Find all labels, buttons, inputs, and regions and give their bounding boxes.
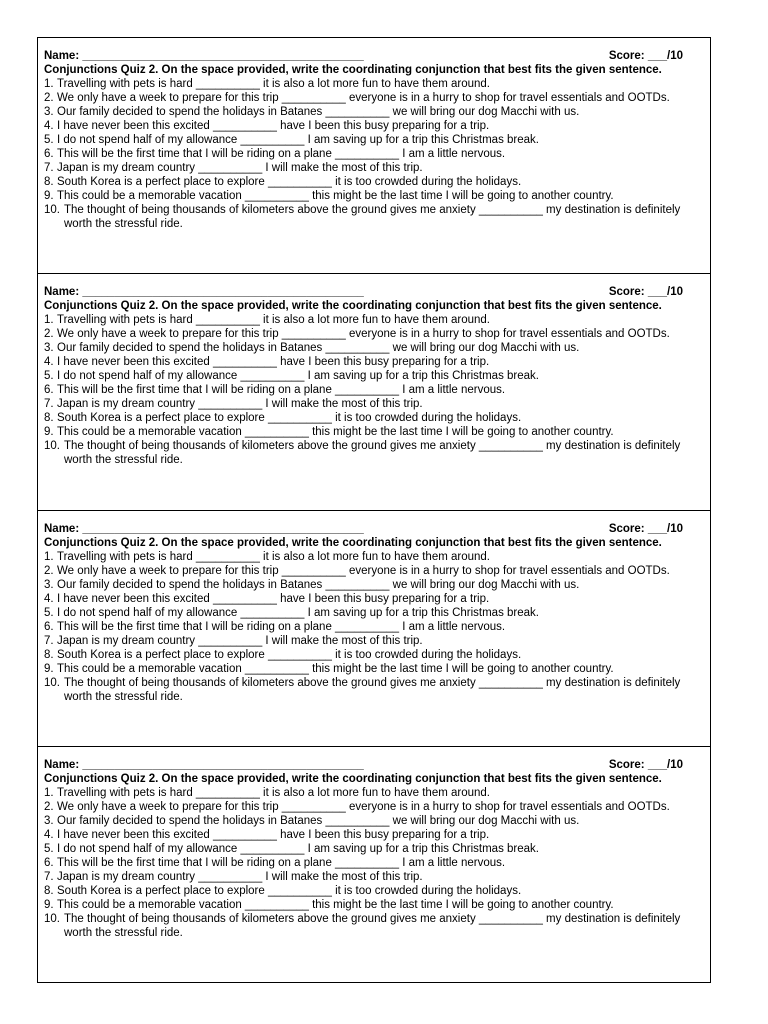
quiz-copy xyxy=(38,747,710,982)
question-item xyxy=(44,648,702,662)
question-item xyxy=(44,898,702,912)
question-item xyxy=(44,634,702,648)
question-item xyxy=(44,842,702,856)
question-item xyxy=(44,341,702,355)
question-item xyxy=(44,327,702,341)
question-number: 10. xyxy=(44,676,60,689)
question-item xyxy=(44,369,702,383)
question-number: 1. xyxy=(44,78,54,90)
question-text: Travelling with pets is hard __________ it is also a lot more fun to have them around. xyxy=(57,314,490,327)
question-text: South Korea is a perfect place to explore __________ it is too crowded during the holidays. xyxy=(57,648,522,661)
score-label: Score: ___/10 xyxy=(608,758,683,771)
question-number: 3. xyxy=(44,342,54,355)
question-item xyxy=(44,912,702,940)
name-label: Name: ____________________________________________ xyxy=(44,758,364,771)
question-text: Japan is my dream country __________ I will make the most of this trip. xyxy=(57,398,423,411)
question-text: South Korea is a perfect place to explore __________ it is too crowded during the holidays. xyxy=(57,884,522,897)
question-text: I have never been this excited __________ have I been this busy preparing for a trip. xyxy=(57,356,490,369)
question-text: Travelling with pets is hard __________ it is also a lot more fun to have them around. xyxy=(57,786,490,799)
question-text: We only have a week to prepare for this trip __________ everyone is in a hurry to shop for travel essentials and OOTDs. xyxy=(57,800,670,813)
question-text: The thought of being thousands of kilometers above the ground gives me anxiety __________ my destination is definitely worth the stressful ride. xyxy=(64,440,681,467)
question-number: 8. xyxy=(44,176,54,188)
question-number: 3. xyxy=(44,814,54,827)
question-item xyxy=(44,189,702,203)
question-text: I have never been this excited __________ have I been this busy preparing for a trip. xyxy=(57,828,490,841)
quiz-sheet xyxy=(37,37,711,983)
name-label: Name: ____________________________________________ xyxy=(44,522,364,535)
question-item xyxy=(44,786,702,800)
question-number: 2. xyxy=(44,564,54,577)
question-number: 7. xyxy=(44,162,54,174)
question-item xyxy=(44,147,702,161)
question-text: South Korea is a perfect place to explore __________ it is too crowded during the holidays. xyxy=(57,176,522,188)
quiz-header-row xyxy=(44,49,702,63)
question-number: 1. xyxy=(44,550,54,563)
question-text: I do not spend half of my allowance __________ I am saving up for a trip this Christmas break. xyxy=(57,134,539,146)
question-text: I do not spend half of my allowance __________ I am saving up for a trip this Christmas break. xyxy=(57,370,539,383)
question-number: 5. xyxy=(44,370,54,383)
question-text: I have never been this excited __________ have I been this busy preparing for a trip. xyxy=(57,592,490,605)
question-item xyxy=(44,425,702,439)
question-number: 1. xyxy=(44,314,54,327)
question-text: The thought of being thousands of kilometers above the ground gives me anxiety __________ my destination is definitely worth the stressful ride. xyxy=(64,204,681,230)
question-item xyxy=(44,676,702,704)
question-number: 9. xyxy=(44,898,54,911)
question-text: Our family decided to spend the holidays in Batanes __________ we will bring our dog Macchi with us. xyxy=(57,342,580,355)
question-item xyxy=(44,175,702,189)
question-number: 2. xyxy=(44,800,54,813)
question-number: 6. xyxy=(44,856,54,869)
name-label: Name: ____________________________________________ xyxy=(44,286,364,299)
question-item xyxy=(44,355,702,369)
question-text: This will be the first time that I will be riding on a plane __________ I am a little nervous. xyxy=(57,620,506,633)
question-item xyxy=(44,662,702,676)
question-item xyxy=(44,564,702,578)
quiz-instruction: Conjunctions Quiz 2. On the space provided, write the coordinating conjunction that best fits the given sentence. xyxy=(44,772,662,785)
question-text: Japan is my dream country __________ I will make the most of this trip. xyxy=(57,870,423,883)
question-text: Our family decided to spend the holidays in Batanes __________ we will bring our dog Macchi with us. xyxy=(57,578,580,591)
question-text: Japan is my dream country __________ I will make the most of this trip. xyxy=(57,162,423,174)
question-item xyxy=(44,383,702,397)
question-number: 8. xyxy=(44,648,54,661)
question-text: South Korea is a perfect place to explore __________ it is too crowded during the holidays. xyxy=(57,412,522,425)
quiz-instruction: Conjunctions Quiz 2. On the space provided, write the coordinating conjunction that best fits the given sentence. xyxy=(44,536,662,549)
question-item xyxy=(44,828,702,842)
quiz-copy xyxy=(38,38,710,274)
question-item xyxy=(44,800,702,814)
question-text: Our family decided to spend the holidays in Batanes __________ we will bring our dog Macchi with us. xyxy=(57,106,580,118)
quiz-header-row xyxy=(44,285,702,299)
question-text: We only have a week to prepare for this trip __________ everyone is in a hurry to shop for travel essentials and OOTDs. xyxy=(57,564,670,577)
question-item xyxy=(44,870,702,884)
question-number: 7. xyxy=(44,870,54,883)
question-number: 4. xyxy=(44,592,54,605)
question-text: We only have a week to prepare for this trip __________ everyone is in a hurry to shop for travel essentials and OOTDs. xyxy=(57,92,670,104)
question-item xyxy=(44,203,702,231)
question-number: 7. xyxy=(44,398,54,411)
question-text: This could be a memorable vacation __________ this might be the last time I will be going to another country. xyxy=(57,898,614,911)
question-number: 8. xyxy=(44,884,54,897)
question-item xyxy=(44,161,702,175)
question-item xyxy=(44,550,702,564)
question-item xyxy=(44,133,702,147)
quiz-copy xyxy=(38,511,710,747)
question-number: 10. xyxy=(44,912,60,925)
question-item xyxy=(44,411,702,425)
question-item xyxy=(44,313,702,327)
score-label: Score: ___/10 xyxy=(608,286,683,299)
question-item xyxy=(44,856,702,870)
question-text: This will be the first time that I will be riding on a plane __________ I am a little nervous. xyxy=(57,856,506,869)
question-item xyxy=(44,91,702,105)
question-text: Travelling with pets is hard __________ it is also a lot more fun to have them around. xyxy=(57,78,490,90)
question-text: This could be a memorable vacation __________ this might be the last time I will be going to another country. xyxy=(57,662,614,675)
question-number: 9. xyxy=(44,190,54,202)
question-text: This will be the first time that I will be riding on a plane __________ I am a little nervous. xyxy=(57,148,506,160)
quiz-instruction: Conjunctions Quiz 2. On the space provided, write the coordinating conjunction that best fits the given sentence. xyxy=(44,300,662,313)
quiz-header-row xyxy=(44,522,702,536)
question-item xyxy=(44,105,702,119)
question-text: The thought of being thousands of kilometers above the ground gives me anxiety __________ my destination is definitely worth the stressful ride. xyxy=(64,676,681,703)
question-item xyxy=(44,884,702,898)
question-number: 6. xyxy=(44,148,54,160)
question-text: I do not spend half of my allowance __________ I am saving up for a trip this Christmas break. xyxy=(57,606,539,619)
question-number: 4. xyxy=(44,828,54,841)
quiz-instruction: Conjunctions Quiz 2. On the space provided, write the coordinating conjunction that best fits the given sentence. xyxy=(44,64,662,76)
question-number: 4. xyxy=(44,120,54,132)
question-number: 5. xyxy=(44,842,54,855)
name-label: Name: ____________________________________________ xyxy=(44,50,364,62)
question-item xyxy=(44,578,702,592)
question-text: This could be a memorable vacation __________ this might be the last time I will be going to another country. xyxy=(57,190,614,202)
question-item xyxy=(44,397,702,411)
question-text: The thought of being thousands of kilometers above the ground gives me anxiety __________ my destination is definitely worth the stressful ride. xyxy=(64,912,681,939)
question-number: 8. xyxy=(44,412,54,425)
score-label: Score: ___/10 xyxy=(608,522,683,535)
question-number: 1. xyxy=(44,786,54,799)
question-text: This could be a memorable vacation __________ this might be the last time I will be going to another country. xyxy=(57,426,614,439)
question-number: 5. xyxy=(44,134,54,146)
question-number: 10. xyxy=(44,440,60,453)
question-number: 9. xyxy=(44,662,54,675)
quiz-header-row xyxy=(44,758,702,772)
question-item xyxy=(44,606,702,620)
question-text: I have never been this excited __________ have I been this busy preparing for a trip. xyxy=(57,120,490,132)
question-number: 6. xyxy=(44,384,54,397)
question-text: We only have a week to prepare for this trip __________ everyone is in a hurry to shop for travel essentials and OOTDs. xyxy=(57,328,670,341)
question-item xyxy=(44,119,702,133)
question-number: 3. xyxy=(44,578,54,591)
question-text: Travelling with pets is hard __________ it is also a lot more fun to have them around. xyxy=(57,550,490,563)
question-text: Our family decided to spend the holidays in Batanes __________ we will bring our dog Macchi with us. xyxy=(57,814,580,827)
question-number: 4. xyxy=(44,356,54,369)
question-number: 10. xyxy=(44,204,60,216)
question-text: Japan is my dream country __________ I will make the most of this trip. xyxy=(57,634,423,647)
question-item xyxy=(44,592,702,606)
score-label: Score: ___/10 xyxy=(608,50,683,62)
question-number: 6. xyxy=(44,620,54,633)
question-number: 3. xyxy=(44,106,54,118)
question-number: 2. xyxy=(44,328,54,341)
question-number: 2. xyxy=(44,92,54,104)
question-number: 9. xyxy=(44,426,54,439)
question-item xyxy=(44,814,702,828)
question-text: This will be the first time that I will be riding on a plane __________ I am a little nervous. xyxy=(57,384,506,397)
question-number: 5. xyxy=(44,606,54,619)
quiz-copy xyxy=(38,274,710,510)
question-number: 7. xyxy=(44,634,54,647)
question-item xyxy=(44,77,702,91)
question-item xyxy=(44,439,702,467)
question-text: I do not spend half of my allowance __________ I am saving up for a trip this Christmas break. xyxy=(57,842,539,855)
question-item xyxy=(44,620,702,634)
